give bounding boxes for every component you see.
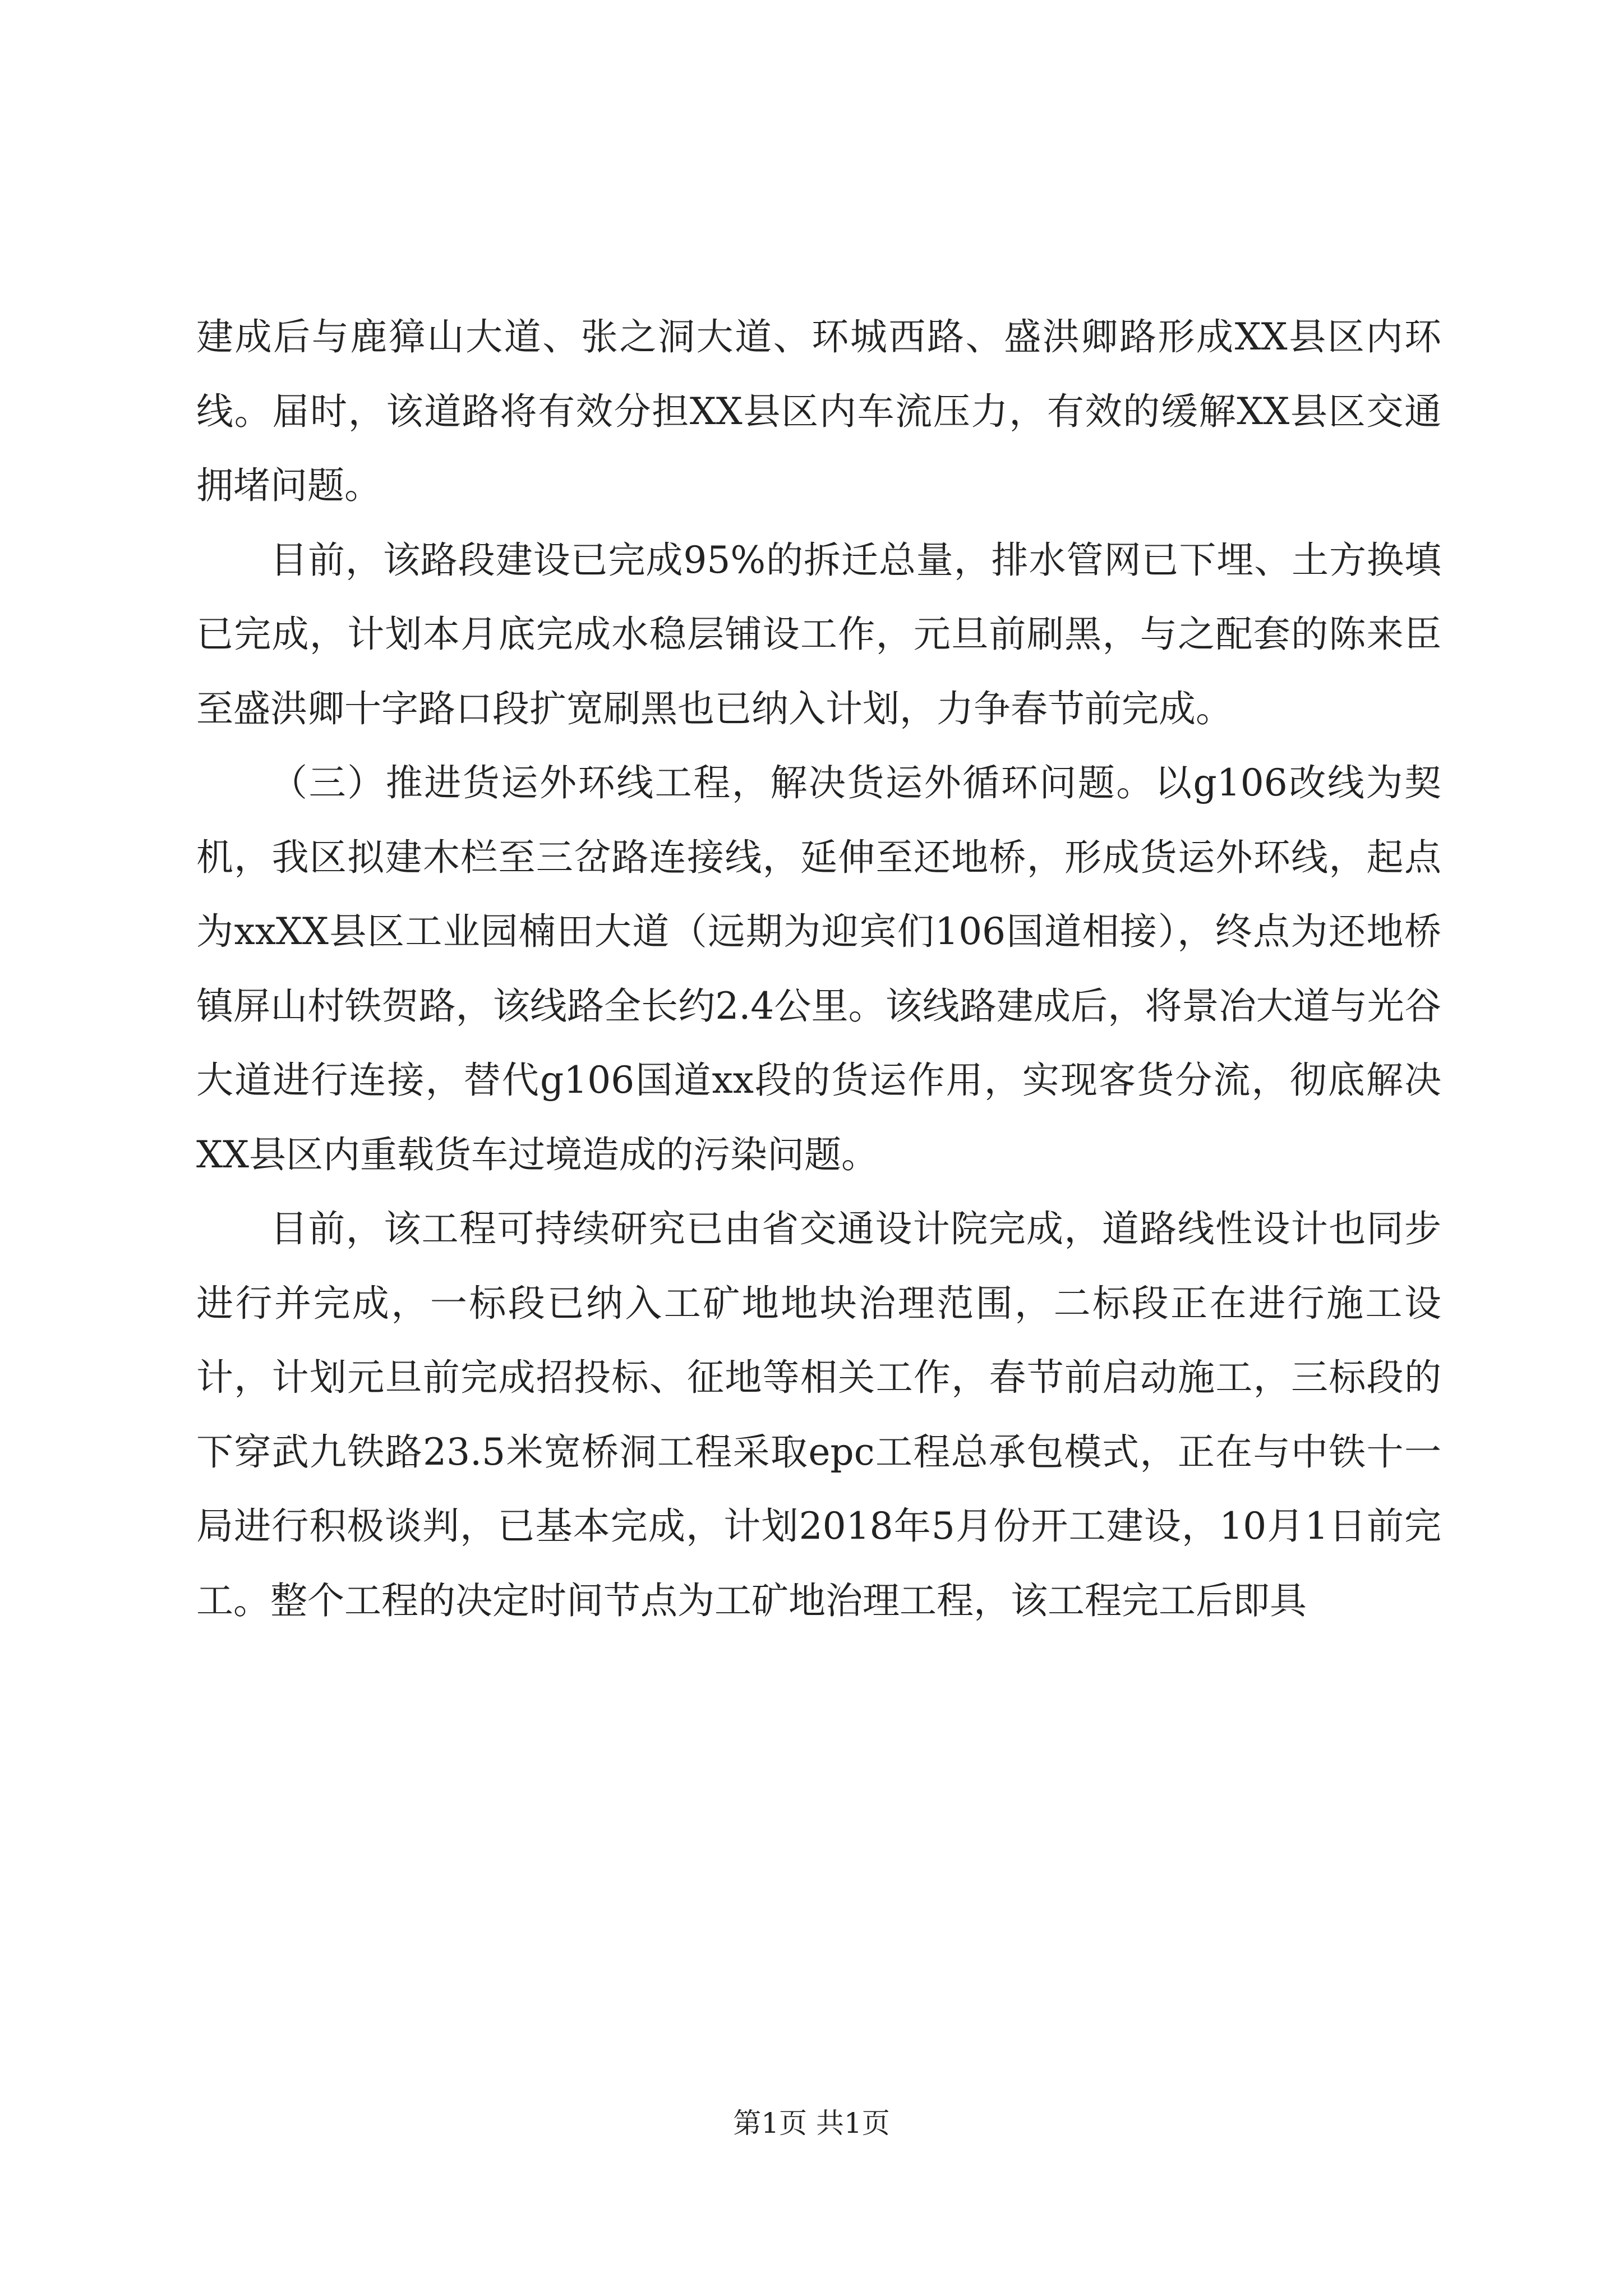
paragraph-1: 建成后与鹿獐山大道、张之洞大道、环城西路、盛洪卿路形成XX县区内环线。届时，该道路将有效分担XX县区内车流压力，有效的缓解XX县区交通拥堵问题。	[196, 315, 1441, 507]
page-footer: 第1页 共1页	[733, 2107, 890, 2139]
document-body	[196, 300, 1441, 1638]
paragraph-2: 目前，该路段建设已完成95%的拆迁总量，排水管网已下埋、土方换填已完成，计划本月底完成水稳层铺设工作，元旦前刷黑，与之配套的陈来臣至盛洪卿十字路口段扩宽刷黑也已纳入计划，力争春节前完成。	[196, 538, 1441, 730]
paragraph-4: 目前，该工程可持续研究已由省交通设计院完成，道路线性设计也同步进行并完成，一标段已纳入工矿地地块治理范围，二标段正在进行施工设计，计划元旦前完成招投标、征地等相关工作，春节前启动施工，三标段的下穿武九铁路23.5米宽桥洞工程采取epc工程总承包模式，正在与中铁十一局进行积极谈判，已基本完成，计划2018年5月份开工建设，10月1日前完工。整个工程的决定时间节点为工矿地治理工程，该工程完工后即具	[196, 1207, 1441, 1622]
paragraph-3: （三）推进货运外环线工程，解决货运外循环问题。以g106改线为契机，我区拟建木栏至三岔路连接线，延伸至还地桥，形成货运外环线，起点为xxXX县区工业园楠田大道（远期为迎宾们106国道相接），终点为还地桥镇屏山村铁贺路，该线路全长约2.4公里。该线路建成后，将景冶大道与光谷大道进行连接，替代g106国道xx段的货运作用，实现客货分流，彻底解决XX县区内重载货车过境造成的污染问题。	[196, 761, 1441, 1176]
